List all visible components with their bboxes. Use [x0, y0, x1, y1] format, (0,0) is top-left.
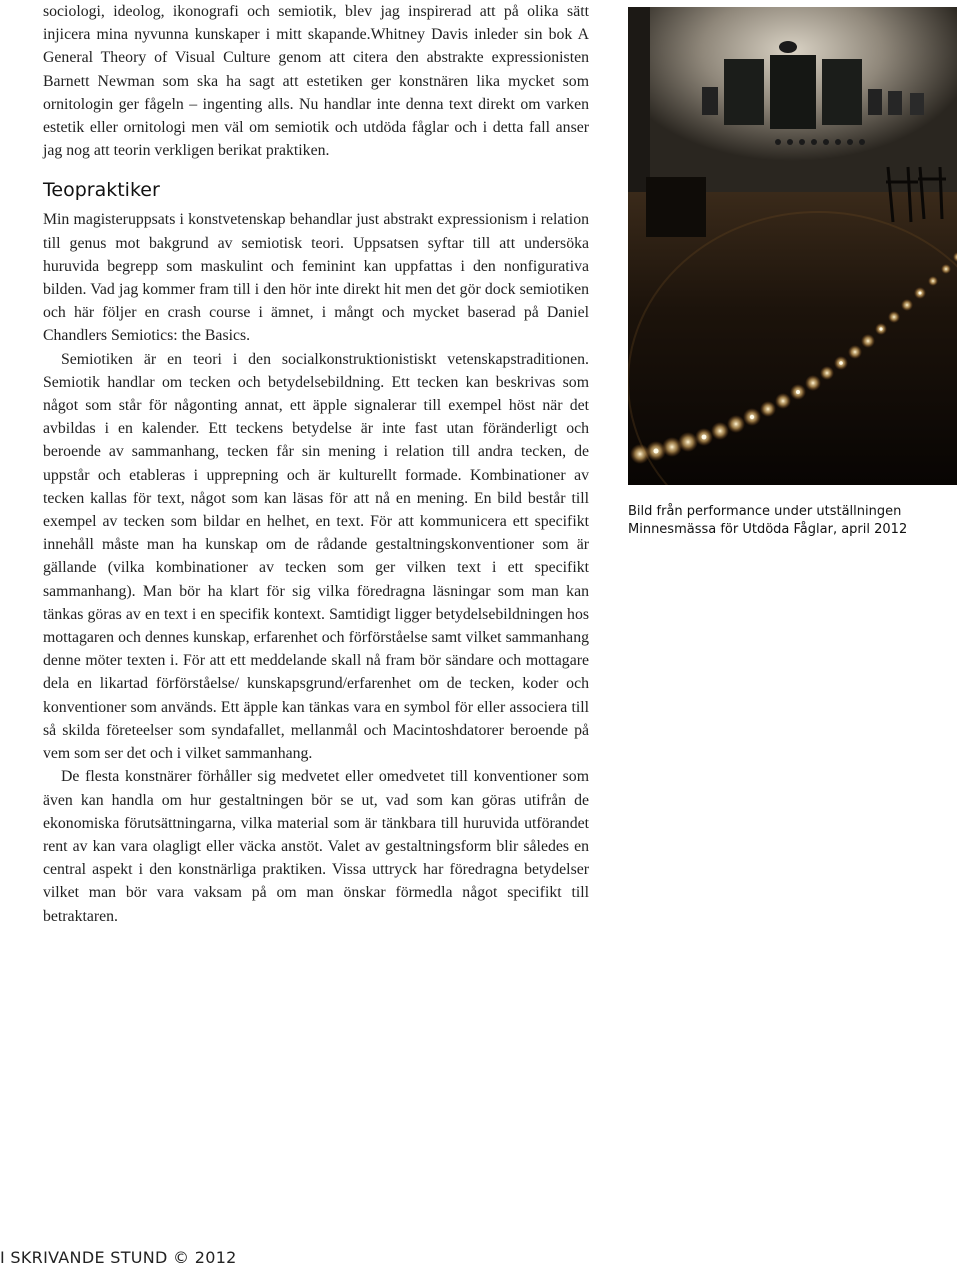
- body-paragraph-2: Semiotiken är en teori i den socialkonstruktionistiskt vetenskapstraditionen. Semiotik handlar om tecken och betydelsebildning. Ett tecken kan beskrivas som något som står för någonting annat, ett äpple signalerar till exempel höst när det avbildas i en kalender. Ett teckens betydelse är inte fast utan föränderligt och beroende av sammanhang, tecken får sin mening i relation till andra tecken, de uppstår och etableras i upprepning och är kulturellt formade. Kombinationer av tecken kallas för text, något som kan läsas för att nå en mening. En bild består till exempel av tecken som bildar en helhet, en text. För att kommunicera ett specifikt innehåll måste man ha kunskap om de rådande gestaltningskonventioner som är gällande (vilka kombinationer av tecken som ger vilken text i ett specifikt sammanhang). Man bör ha klart för sig vilka föredragna läsningar som man kan tänkas göras av en text i en specifik kontext. Samtidigt ligger betydelsebildningen hos mottagaren och dennes kunskap, erfarenhet och förförståelse samt vilket sammanhang denne möter texten i. För att ett meddelande skall nå fram bör sändare och mottagare dela en likartad förförståelse/ kunskapsgrund/erfarenhet om de tecken, koder och konventioner som används. Ett äpple kan tänkas vara en symbol för eller associera till så skilda företeelser som syndafallet, mellanmål och Macintoshdatorer beroende på vem som ser det och i vilket sammanhang.: [43, 350, 589, 763]
- footer-text: I SKRIVANDE STUND © 2012: [0, 1248, 237, 1267]
- body-paragraph-1: Min magisteruppsats i konstvetenskap behandlar just abstrakt expressionism i relation till genus mot bakgrund av semiotisk teori. Uppsatsen syftar till att undersöka huruvida begrepp som maskulint och feminint kan uppfattas i den nonfigurativa bilden. Vad jag kommer fram till i den hör inte direkt hit men det gör dock semiotiken och här följer en crash course i ämnet, i mångt och mycket baserad på Daniel Chandlers Semiotics: the Basics.: [43, 211, 589, 345]
- performance-photo-image: [628, 7, 957, 485]
- photo-caption: Bild från performance under utställningen Minnesmässa för Utdöda Fåglar, april 2012: [628, 504, 908, 537]
- intro-paragraph: sociologi, ideolog, ikonografi och semiotik, blev jag inspirerad att på olika sätt injicera mina nyvunna kunskaper i mitt skapande.Whitney Davis inleder sin bok A General Theory of Visual Culture genom att citera den abstrakte expressionisten Barnett Newman som ska ha sagt att estetiken ger konstnären lika mycket som ornitologin ger fågeln – ingenting alls. Nu handlar inte denna text direkt om varken estetik eller ornitologi men väl om semiotik och utdöda fåglar och i detta fall anser jag nog att teorin verkligen berikat praktiken.: [43, 3, 589, 160]
- body-paragraph-3: De flesta konstnärer förhåller sig medvetet eller omedvetet till konventioner som även kan handla om hur gestaltningen bör se ut, vad som kan göras utifrån de ekonomiska förutsättningarna, vilka material som är tänkbara till huruvida utförandet rent av kan vara olagligt eller väcka anstöt. Valet av gestaltningsform blir således en central aspekt i den konstnärliga praktiken. Vissa uttryck har föredragna betydelser vilket man bör vara vaksam på om man önskar förmedla något specifikt till betraktaren.: [43, 768, 589, 925]
- section-heading: Teopraktiker: [43, 179, 160, 202]
- main-text-column: [43, 0, 589, 928]
- performance-photo: [628, 7, 957, 485]
